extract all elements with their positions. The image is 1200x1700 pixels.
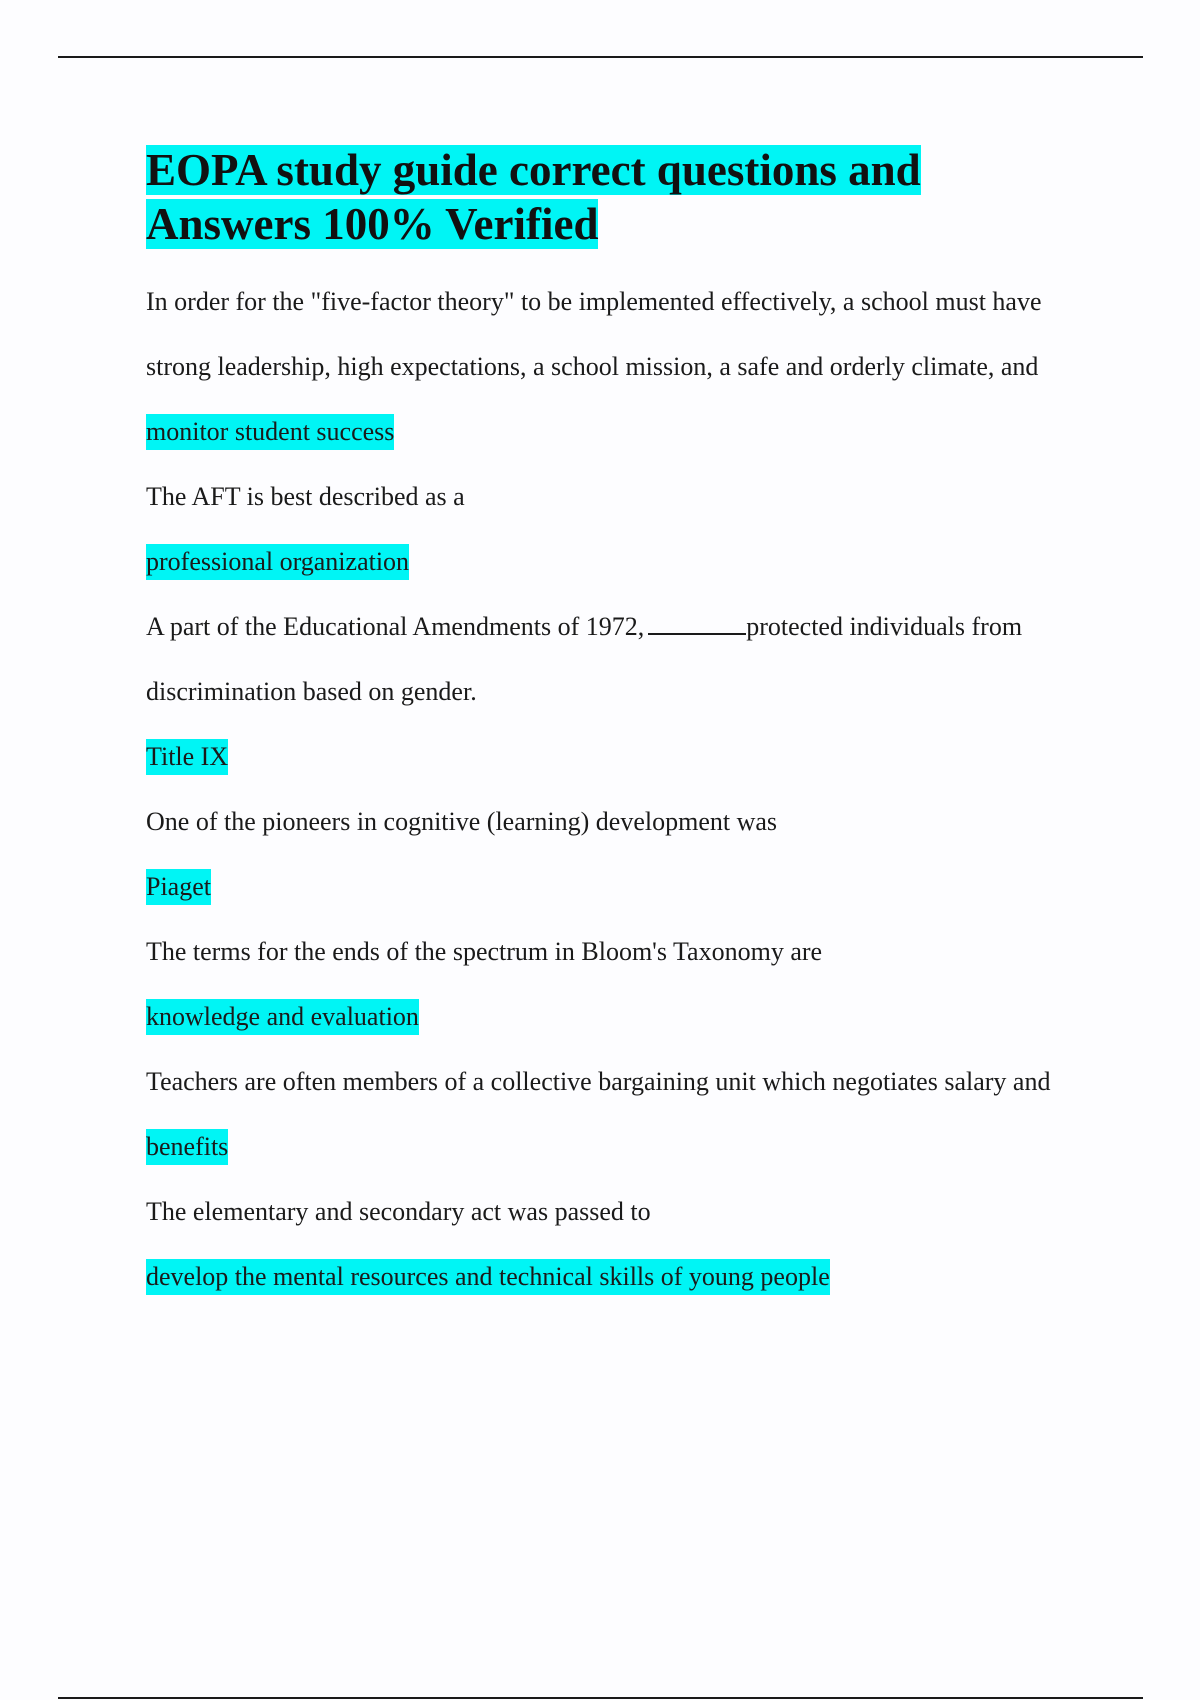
answer-3	[146, 724, 1106, 789]
question-3	[146, 594, 1106, 724]
header-rule	[58, 56, 1143, 58]
answer-6-text: benefits	[146, 1129, 228, 1165]
answer-4	[146, 854, 1106, 919]
question-3-after-blank: protected individuals from discrimination based on gender.	[146, 612, 1023, 706]
question-1: In order for the "five-factor theory" to be implemented effectively, a school must have strong leadership, high expectations, a school mission, a safe and orderly climate, and	[146, 287, 1042, 381]
question-2: The AFT is best described as a	[146, 482, 465, 511]
title-line-1: EOPA study guide correct questions and	[146, 145, 921, 195]
title-line-2: Answers 100% Verified	[146, 199, 599, 249]
answer-5	[146, 984, 1106, 1049]
answer-1-text: monitor student success	[146, 414, 394, 450]
answer-5-text: knowledge and evaluation	[146, 999, 419, 1035]
answer-6	[146, 1114, 1106, 1179]
question-5: The terms for the ends of the spectrum in Bloom's Taxonomy are	[146, 937, 823, 966]
answer-7-text: develop the mental resources and technical skills of young people	[146, 1259, 830, 1295]
footer-rule	[58, 1697, 1143, 1699]
question-6: Teachers are often members of a collective bargaining unit which negotiates salary and	[146, 1067, 1051, 1096]
document-body	[146, 143, 1106, 1309]
answer-3-text: Title IX	[146, 739, 228, 775]
answer-1	[146, 399, 1106, 464]
question-7: The elementary and secondary act was passed to	[146, 1197, 651, 1226]
answer-4-text: Piaget	[146, 869, 211, 905]
document-title	[146, 143, 1106, 251]
qa-list	[146, 269, 1106, 1309]
answer-2-text: professional organization	[146, 544, 409, 580]
question-4: One of the pioneers in cognitive (learning) development was	[146, 807, 778, 836]
answer-2	[146, 529, 1106, 594]
fill-in-blank	[648, 611, 746, 635]
question-3-before-blank: A part of the Educational Amendments of 1972,	[146, 612, 645, 641]
answer-7	[146, 1244, 1106, 1309]
